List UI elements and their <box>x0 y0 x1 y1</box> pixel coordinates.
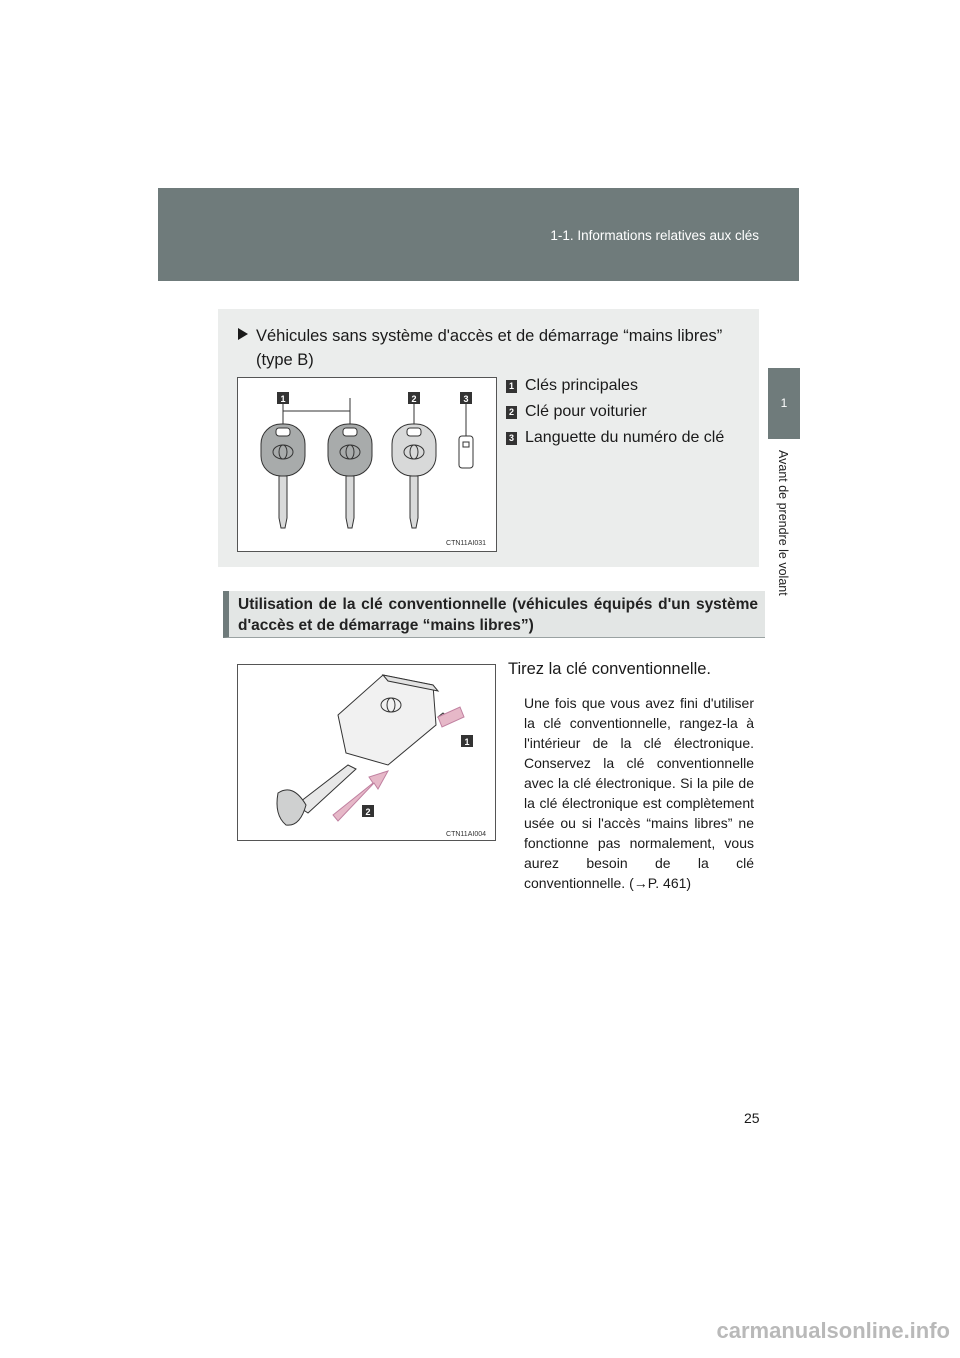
key-type-heading-line2: (type B) <box>256 351 314 369</box>
chapter-label-wrap <box>772 450 792 620</box>
mechanical-key-illustration <box>238 665 495 840</box>
callout-item <box>506 373 724 399</box>
triangle-bullet-icon <box>238 328 248 340</box>
svg-text:1: 1 <box>280 394 286 404</box>
instruction-note: Une fois que vous avez fini d'utiliser la clé conventionnelle, rangez-la à l'intérieur de la clé électronique. Conservez la clé conventionnelle avec la clé électronique. Si la pile de la clé électronique est complètement usée ou si l'accès “mains libres” ne fonctionne pas normalement, vous aurez besoin de la clé conventionnelle. (→P. 461) <box>524 695 754 891</box>
key-number-tag <box>459 436 473 468</box>
header-band <box>158 188 799 281</box>
callout-number: 1 <box>506 380 517 393</box>
callout-label: Languette du numéro de clé <box>525 429 725 446</box>
page-number: 25 <box>744 1110 760 1126</box>
press-arrow-icon <box>438 707 464 727</box>
callout-item <box>506 425 724 451</box>
watermark-text: carmanualsonline.info <box>716 1318 950 1343</box>
svg-text:3: 3 <box>463 394 469 404</box>
callout-number: 3 <box>506 432 517 445</box>
figure-code-2: CTN11AI004 <box>446 831 486 838</box>
keys-illustration <box>238 378 496 551</box>
section-header-title: 1-1. Informations relatives aux clés <box>550 228 759 243</box>
key-type-heading-line1: Véhicules sans système d'accès et de démarrage “mains libres” <box>256 327 723 345</box>
key-type-heading <box>238 324 753 372</box>
section-heading-bar <box>223 591 765 638</box>
main-key-1 <box>261 424 305 528</box>
figure-label-1: 1 <box>464 737 470 747</box>
mechanical-key-figure <box>237 664 496 841</box>
section-heading: Utilisation de la clé conventionnelle (véhicules équipés d'un système d'accès et de démarrage “mains libres”) <box>238 596 758 634</box>
callout-list <box>506 373 724 451</box>
callout-label: Clé pour voiturier <box>525 403 647 420</box>
main-key-2 <box>328 424 372 528</box>
mechanical-key <box>277 765 356 825</box>
svg-text:2: 2 <box>411 394 417 404</box>
smart-key-fob <box>338 675 438 765</box>
chapter-number: 1 <box>780 396 788 410</box>
figure-code-1: CTN11AI031 <box>446 540 486 547</box>
callout-item <box>506 399 724 425</box>
chapter-label: Avant de prendre le volant <box>776 450 790 596</box>
callout-label: Clés principales <box>525 377 638 394</box>
figure-label-2: 2 <box>365 807 371 817</box>
keys-figure <box>237 377 497 552</box>
instruction-text: Tirez la clé conventionnelle. <box>508 660 711 678</box>
chapter-tab <box>768 368 800 439</box>
valet-key <box>392 424 436 528</box>
callout-number: 2 <box>506 406 517 419</box>
